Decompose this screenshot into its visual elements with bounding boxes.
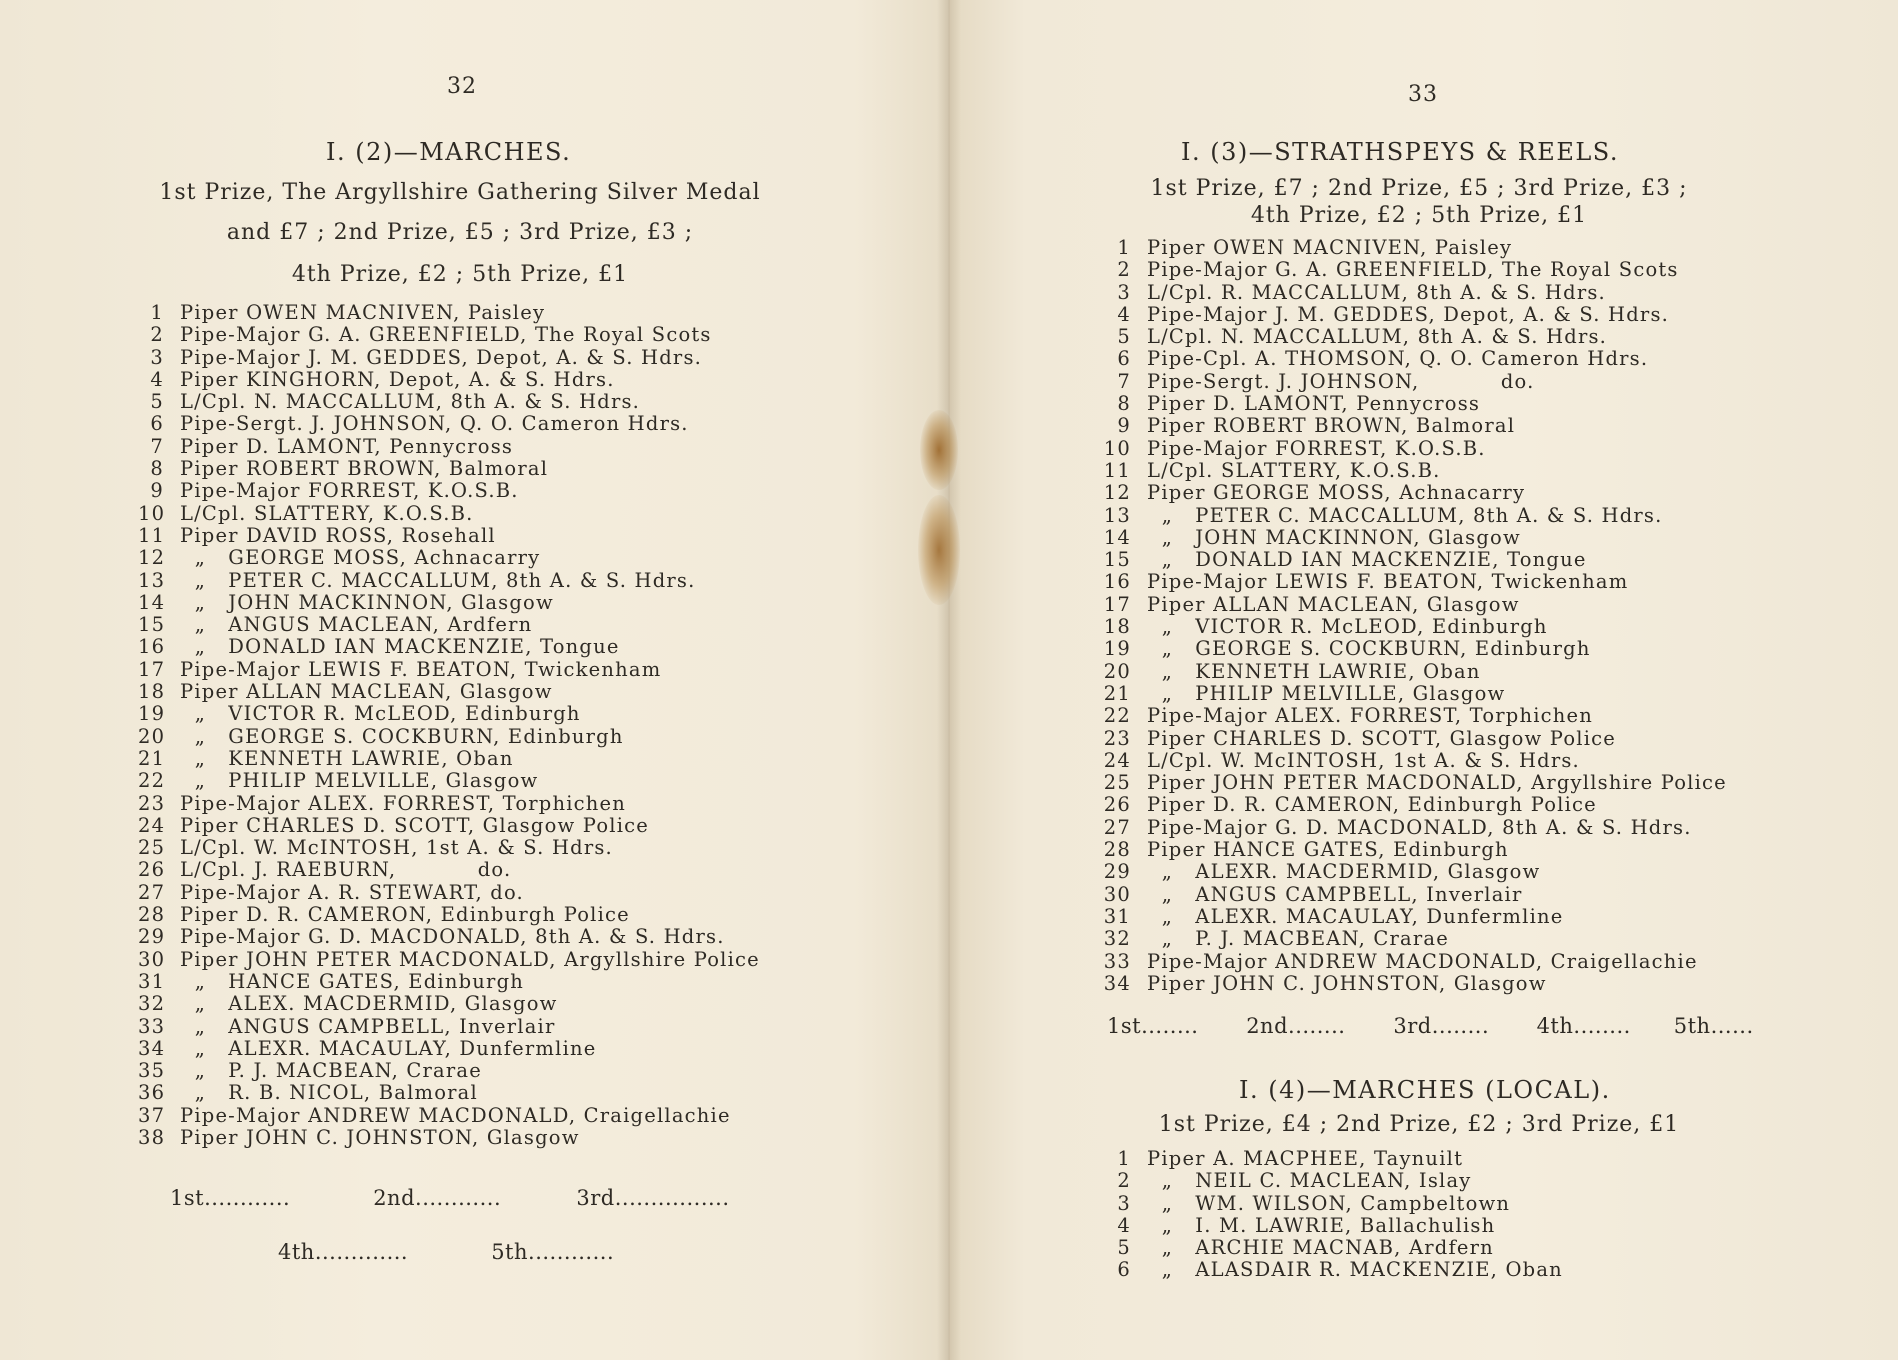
- list-item: [138, 837, 760, 859]
- entry-text: Piper D. R. CAMERON, Edinburgh Police: [1147, 793, 1597, 817]
- entry-number: 30: [1103, 882, 1131, 906]
- entry-text: „ ARCHIE MACNAB, Ardfern: [1147, 1236, 1494, 1260]
- entry-number: 1: [1117, 1147, 1131, 1170]
- list-item: [138, 503, 760, 525]
- entry-number: 25: [1103, 771, 1131, 795]
- section-heading: I. (3)—STRATHSPEYS & REELS.: [1181, 138, 1619, 166]
- list-item: [1099, 460, 1727, 482]
- list-item: [1099, 326, 1727, 348]
- entry-number: 31: [1103, 904, 1131, 928]
- entry-number: 18: [138, 680, 166, 704]
- entry-number: 25: [138, 836, 166, 860]
- entry-text: Pipe-Major ANDREW MACDONALD, Craigellachie: [1147, 949, 1698, 973]
- entry-text: Pipe-Major FORREST, K.O.S.B.: [180, 479, 519, 503]
- entry-number: 15: [1103, 548, 1131, 572]
- list-item: [1099, 683, 1727, 705]
- entry-number: 2: [1117, 258, 1131, 282]
- list-item: [138, 971, 760, 993]
- entry-number: 21: [1103, 681, 1131, 705]
- stain-mark: [920, 410, 958, 490]
- entry-number: 27: [138, 880, 166, 904]
- placings-row-2: [278, 1240, 614, 1264]
- entry-number: 2: [1117, 1169, 1131, 1193]
- list-item: [1099, 505, 1727, 527]
- entry-number: 32: [138, 992, 166, 1016]
- entry-number: 28: [1103, 838, 1131, 862]
- entry-text: L/Cpl. R. MACCALLUM, 8th A. & S. Hdrs.: [1147, 280, 1606, 304]
- entry-text: „ KENNETH LAWRIE, Oban: [1147, 659, 1481, 683]
- list-item: [138, 413, 760, 435]
- entry-text: Pipe-Major J. M. GEDDES, Depot, A. & S. Hdrs.: [1147, 302, 1670, 326]
- entry-number: 3: [1117, 280, 1131, 304]
- list-item: [1099, 884, 1727, 906]
- entry-number: 18: [1103, 615, 1131, 639]
- list-item: [138, 480, 760, 502]
- entry-text: Piper D. LAMONT, Pennycross: [1147, 392, 1481, 416]
- entry-text: „ P. J. MACBEAN, Crarae: [1147, 927, 1449, 951]
- entry-number: 28: [138, 903, 166, 927]
- entry-number: 12: [138, 546, 166, 570]
- entry-text: Piper A. MACPHEE, Taynuilt: [1147, 1147, 1464, 1170]
- list-item: [1099, 571, 1727, 593]
- entry-text: Piper DAVID ROSS, Rosehall: [180, 523, 496, 547]
- entry-number: 9: [150, 479, 164, 503]
- entry-text: Pipe-Major J. M. GEDDES, Depot, A. & S. Hdrs.: [180, 345, 703, 369]
- entry-number: 24: [138, 813, 166, 837]
- entry-text: Pipe-Major G. D. MACDONALD, 8th A. & S. Hdrs.: [180, 925, 725, 949]
- placing-blank: 1st............: [170, 1186, 291, 1210]
- entry-number: 15: [138, 613, 166, 637]
- entry-text: Piper D. LAMONT, Pennycross: [180, 434, 514, 458]
- entry-text: Piper CHARLES D. SCOTT, Glasgow Police: [180, 813, 650, 837]
- entry-number: 33: [138, 1014, 166, 1038]
- list-item: [1099, 794, 1727, 816]
- entry-number: 20: [1103, 659, 1131, 683]
- list-item: [138, 324, 760, 346]
- entry-text: „ NEIL C. MACLEAN, Islay: [1147, 1169, 1472, 1193]
- prize-line-local: 1st Prize, £4 ; 2nd Prize, £2 ; 3rd Prize, £1: [1158, 1112, 1680, 1137]
- entry-list: [138, 302, 760, 1149]
- list-item: [1099, 951, 1727, 973]
- list-item: [1099, 415, 1727, 437]
- prize-line-1: 1st Prize, £7 ; 2nd Prize, £5 ; 3rd Prize, £3 ;: [1150, 176, 1688, 201]
- entry-text: „ PETER C. MACCALLUM, 8th A. & S. Hdrs.: [1147, 503, 1663, 527]
- entry-text: „ DONALD IAN MACKENZIE, Tongue: [180, 635, 620, 659]
- entry-text: Piper JOHN C. JOHNSTON, Glasgow: [1147, 971, 1547, 995]
- entry-text: Piper OWEN MACNIVEN, Paisley: [1147, 236, 1513, 259]
- prize-line-3: 4th Prize, £2 ; 5th Prize, £1: [291, 262, 629, 287]
- list-item: [1099, 661, 1727, 683]
- list-item: [1099, 817, 1727, 839]
- section-heading-2: I. (4)—MARCHES (LOCAL).: [1239, 1076, 1611, 1104]
- list-item: [1099, 728, 1727, 750]
- entry-text: „ GEORGE MOSS, Achnacarry: [180, 546, 541, 570]
- entry-text: Pipe-Major G. A. GREENFIELD, The Royal Scots: [1147, 258, 1679, 282]
- list-item: [138, 793, 760, 815]
- entry-number: 4: [1117, 302, 1131, 326]
- entry-number: 6: [1117, 1258, 1131, 1282]
- entry-number: 34: [138, 1036, 166, 1060]
- prize-line-2: and £7 ; 2nd Prize, £5 ; 3rd Prize, £3 ;: [226, 220, 694, 245]
- entry-text: L/Cpl. SLATTERY, K.O.S.B.: [180, 501, 474, 525]
- entry-text: Piper CHARLES D. SCOTT, Glasgow Police: [1147, 726, 1617, 750]
- entry-text: Pipe-Sergt. J. JOHNSON, Q. O. Cameron Hdrs.: [180, 412, 689, 436]
- page-number: 33: [1408, 82, 1438, 107]
- entry-text: „ VICTOR R. McLEOD, Edinburgh: [1147, 615, 1548, 639]
- placing-blank: 3rd................: [576, 1186, 730, 1210]
- entry-number: 5: [1117, 325, 1131, 349]
- list-item: [1099, 1170, 1563, 1192]
- entry-text: „ P. J. MACBEAN, Crarae: [180, 1059, 482, 1083]
- list-item: [138, 1082, 760, 1104]
- entry-text: „ JOHN MACKINNON, Glasgow: [180, 590, 554, 614]
- entry-number: 23: [1103, 726, 1131, 750]
- entry-text: „ KENNETH LAWRIE, Oban: [180, 746, 514, 770]
- entry-text: Piper KINGHORN, Depot, A. & S. Hdrs.: [180, 367, 615, 391]
- entry-text: „ R. B. NICOL, Balmoral: [180, 1081, 478, 1105]
- list-item: [138, 659, 760, 681]
- entry-text: Pipe-Major ANDREW MACDONALD, Craigellachie: [180, 1103, 731, 1127]
- list-item: [1099, 928, 1727, 950]
- list-item: [138, 949, 760, 971]
- list-item: [138, 458, 760, 480]
- list-item: [1099, 527, 1727, 549]
- list-item: [1099, 973, 1727, 995]
- entry-number: 11: [138, 523, 166, 547]
- entry-number: 11: [1103, 458, 1131, 482]
- list-item: [1099, 906, 1727, 928]
- list-item: [138, 882, 760, 904]
- list-item: [138, 770, 760, 792]
- entry-text: Pipe-Cpl. A. THOMSON, Q. O. Cameron Hdrs.: [1147, 347, 1649, 371]
- entry-number: 1: [150, 301, 164, 324]
- list-item: [1099, 705, 1727, 727]
- entry-number: 1: [1117, 236, 1131, 259]
- section-heading: I. (2)—MARCHES.: [326, 138, 572, 166]
- list-item: [1099, 348, 1727, 370]
- entry-number: 8: [150, 457, 164, 481]
- list-item: [138, 904, 760, 926]
- placing-blank: 3rd........: [1393, 1014, 1490, 1038]
- entry-number: 6: [150, 412, 164, 436]
- entry-number: 21: [138, 746, 166, 770]
- entry-text: Pipe-Major ALEX. FORREST, Torphichen: [1147, 704, 1594, 728]
- placings-row: [1107, 1014, 1754, 1038]
- list-item: [1099, 1193, 1563, 1215]
- list-item: [1099, 482, 1727, 504]
- list-item: [138, 748, 760, 770]
- entry-number: 16: [138, 635, 166, 659]
- list-item: [1099, 772, 1727, 794]
- placing-blank: 2nd........: [1246, 1014, 1346, 1038]
- placings-row-1: [170, 1186, 730, 1210]
- entry-number: 37: [138, 1103, 166, 1127]
- entry-text: Piper ALLAN MACLEAN, Glasgow: [180, 680, 553, 704]
- entry-text: „ WM. WILSON, Campbeltown: [1147, 1191, 1511, 1215]
- entry-text: „ VICTOR R. McLEOD, Edinburgh: [180, 702, 581, 726]
- entry-number: 10: [1103, 436, 1131, 460]
- entry-text: „ JOHN MACKINNON, Glasgow: [1147, 525, 1521, 549]
- entry-number: 7: [1117, 369, 1131, 393]
- entry-text: „ GEORGE S. COCKBURN, Edinburgh: [180, 724, 624, 748]
- entry-text: „ PETER C. MACCALLUM, 8th A. & S. Hdrs.: [180, 568, 696, 592]
- entry-number: 13: [1103, 503, 1131, 527]
- entry-number: 9: [1117, 414, 1131, 438]
- entry-text: Pipe-Major ALEX. FORREST, Torphichen: [180, 791, 627, 815]
- stain-mark: [918, 495, 960, 605]
- entry-text: Piper ALLAN MACLEAN, Glasgow: [1147, 592, 1520, 616]
- list-item: [1099, 438, 1727, 460]
- list-item: [138, 525, 760, 547]
- entry-number: 24: [1103, 748, 1131, 772]
- list-item: [138, 547, 760, 569]
- list-item: [138, 570, 760, 592]
- entry-text: „ GEORGE S. COCKBURN, Edinburgh: [1147, 637, 1591, 661]
- entry-text: „ ANGUS CAMPBELL, Inverlair: [180, 1014, 556, 1038]
- entry-number: 19: [1103, 637, 1131, 661]
- entry-text: „ ALASDAIR R. MACKENZIE, Oban: [1147, 1258, 1563, 1282]
- list-item: [1099, 1237, 1563, 1259]
- entry-text: „ ALEXR. MACDERMID, Glasgow: [1147, 860, 1541, 884]
- entry-number: 7: [150, 434, 164, 458]
- entry-text: Piper HANCE GATES, Edinburgh: [1147, 838, 1509, 862]
- list-item: [1099, 861, 1727, 883]
- entry-number: 14: [138, 590, 166, 614]
- entry-number: 34: [1103, 971, 1131, 995]
- entry-number: 3: [1117, 1191, 1131, 1215]
- list-item: [138, 726, 760, 748]
- list-item: [138, 1038, 760, 1060]
- entry-number: 36: [138, 1081, 166, 1105]
- entry-number: 29: [138, 925, 166, 949]
- entry-text: L/Cpl. W. McINTOSH, 1st A. & S. Hdrs.: [1147, 748, 1580, 772]
- entry-number: 17: [1103, 592, 1131, 616]
- list-item: [138, 436, 760, 458]
- entry-list-local: [1099, 1148, 1563, 1282]
- entry-number: 32: [1103, 927, 1131, 951]
- list-item: [138, 592, 760, 614]
- list-item: [1099, 282, 1727, 304]
- entry-number: 26: [1103, 793, 1131, 817]
- entry-number: 31: [138, 969, 166, 993]
- entry-number: 13: [138, 568, 166, 592]
- entry-number: 3: [150, 345, 164, 369]
- entry-text: Pipe-Major G. D. MACDONALD, 8th A. & S. Hdrs.: [1147, 815, 1692, 839]
- list-item: [1099, 1215, 1563, 1237]
- list-item: [138, 703, 760, 725]
- entry-text: Piper JOHN PETER MACDONALD, Argyllshire Police: [180, 947, 760, 971]
- entry-number: 6: [1117, 347, 1131, 371]
- list-item: [138, 369, 760, 391]
- prize-line-2: 4th Prize, £2 ; 5th Prize, £1: [1250, 203, 1588, 228]
- entry-text: Pipe-Major LEWIS F. BEATON, Twickenham: [180, 657, 662, 681]
- list-item: [138, 681, 760, 703]
- entry-number: 4: [1117, 1213, 1131, 1237]
- entry-text: „ HANCE GATES, Edinburgh: [180, 969, 525, 993]
- list-item: [1099, 839, 1727, 861]
- entry-text: „ ALEXR. MACAULAY, Dunfermline: [180, 1036, 597, 1060]
- entry-text: Piper ROBERT BROWN, Balmoral: [1147, 414, 1516, 438]
- entry-number: 14: [1103, 525, 1131, 549]
- placing-blank: 1st........: [1107, 1014, 1199, 1038]
- list-item: [138, 636, 760, 658]
- entry-text: „ I. M. LAWRIE, Ballachulish: [1147, 1213, 1496, 1237]
- entry-text: L/Cpl. J. RAEBURN, do.: [180, 858, 512, 882]
- entry-text: „ ANGUS CAMPBELL, Inverlair: [1147, 882, 1523, 906]
- entry-number: 20: [138, 724, 166, 748]
- list-item: [138, 614, 760, 636]
- list-item: [138, 815, 760, 837]
- entry-number: 12: [1103, 481, 1131, 505]
- entry-text: Piper GEORGE MOSS, Achnacarry: [1147, 481, 1526, 505]
- list-item: [138, 1060, 760, 1082]
- list-item: [1099, 393, 1727, 415]
- entry-list: [1099, 237, 1727, 995]
- entry-number: 19: [138, 702, 166, 726]
- entry-text: L/Cpl. SLATTERY, K.O.S.B.: [1147, 458, 1441, 482]
- entry-number: 26: [138, 858, 166, 882]
- placing-blank: 4th........: [1536, 1014, 1631, 1038]
- placing-blank: 5th............: [491, 1240, 615, 1264]
- entry-text: „ ALEXR. MACAULAY, Dunfermline: [1147, 904, 1564, 928]
- entry-text: „ PHILIP MELVILLE, Glasgow: [1147, 681, 1506, 705]
- list-item: [1099, 750, 1727, 772]
- list-item: [1099, 616, 1727, 638]
- entry-number: 33: [1103, 949, 1131, 973]
- list-item: [138, 926, 760, 948]
- entry-text: „ PHILIP MELVILLE, Glasgow: [180, 769, 539, 793]
- entry-number: 17: [138, 657, 166, 681]
- list-item: [138, 302, 760, 324]
- placing-blank: 4th.............: [278, 1240, 409, 1264]
- entry-number: 29: [1103, 860, 1131, 884]
- entry-text: Pipe-Major FORREST, K.O.S.B.: [1147, 436, 1486, 460]
- list-item: [1099, 304, 1727, 326]
- placing-blank: 2nd............: [373, 1186, 502, 1210]
- entry-number: 38: [138, 1125, 166, 1149]
- entry-text: Piper D. R. CAMERON, Edinburgh Police: [180, 903, 630, 927]
- entry-number: 10: [138, 501, 166, 525]
- entry-text: „ DONALD IAN MACKENZIE, Tongue: [1147, 548, 1587, 572]
- entry-text: Piper ROBERT BROWN, Balmoral: [180, 457, 549, 481]
- page-number: 32: [447, 74, 477, 99]
- entry-number: 4: [150, 367, 164, 391]
- list-item: [1099, 549, 1727, 571]
- entry-text: Pipe-Sergt. J. JOHNSON, do.: [1147, 369, 1535, 393]
- list-item: [138, 347, 760, 369]
- entry-text: Piper JOHN C. JOHNSTON, Glasgow: [180, 1125, 580, 1149]
- list-item: [1099, 1259, 1563, 1281]
- list-item: [138, 1105, 760, 1127]
- entry-number: 22: [138, 769, 166, 793]
- book-gutter: [937, 0, 961, 1360]
- right-page: [949, 0, 1898, 1360]
- entry-number: 8: [1117, 392, 1131, 416]
- list-item: [138, 993, 760, 1015]
- list-item: [138, 859, 760, 881]
- entry-number: 5: [1117, 1236, 1131, 1260]
- list-item: [1099, 594, 1727, 616]
- list-item: [1099, 1148, 1563, 1170]
- entry-text: Pipe-Major LEWIS F. BEATON, Twickenham: [1147, 570, 1629, 594]
- entry-number: 35: [138, 1059, 166, 1083]
- entry-text: L/Cpl. W. McINTOSH, 1st A. & S. Hdrs.: [180, 836, 613, 860]
- entry-number: 27: [1103, 815, 1131, 839]
- list-item: [1099, 237, 1727, 259]
- list-item: [138, 1127, 760, 1149]
- list-item: [138, 391, 760, 413]
- entry-text: Pipe-Major A. R. STEWART, do.: [180, 880, 524, 904]
- entry-number: 16: [1103, 570, 1131, 594]
- placing-blank: 5th......: [1673, 1014, 1754, 1038]
- entry-text: Piper JOHN PETER MACDONALD, Argyllshire Police: [1147, 771, 1727, 795]
- entry-number: 23: [138, 791, 166, 815]
- entry-text: „ ANGUS MACLEAN, Ardfern: [180, 613, 533, 637]
- list-item: [1099, 259, 1727, 281]
- entry-text: L/Cpl. N. MACCALLUM, 8th A. & S. Hdrs.: [1147, 325, 1608, 349]
- prize-line-1: 1st Prize, The Argyllshire Gathering Silver Medal: [159, 180, 761, 205]
- entry-number: 2: [150, 323, 164, 347]
- entry-text: L/Cpl. N. MACCALLUM, 8th A. & S. Hdrs.: [180, 390, 641, 414]
- list-item: [138, 1016, 760, 1038]
- entry-number: 5: [150, 390, 164, 414]
- entry-number: 22: [1103, 704, 1131, 728]
- entry-number: 30: [138, 947, 166, 971]
- entry-text: Pipe-Major G. A. GREENFIELD, The Royal Scots: [180, 323, 712, 347]
- entry-text: Piper OWEN MACNIVEN, Paisley: [180, 301, 546, 324]
- list-item: [1099, 638, 1727, 660]
- list-item: [1099, 371, 1727, 393]
- entry-text: „ ALEX. MACDERMID, Glasgow: [180, 992, 558, 1016]
